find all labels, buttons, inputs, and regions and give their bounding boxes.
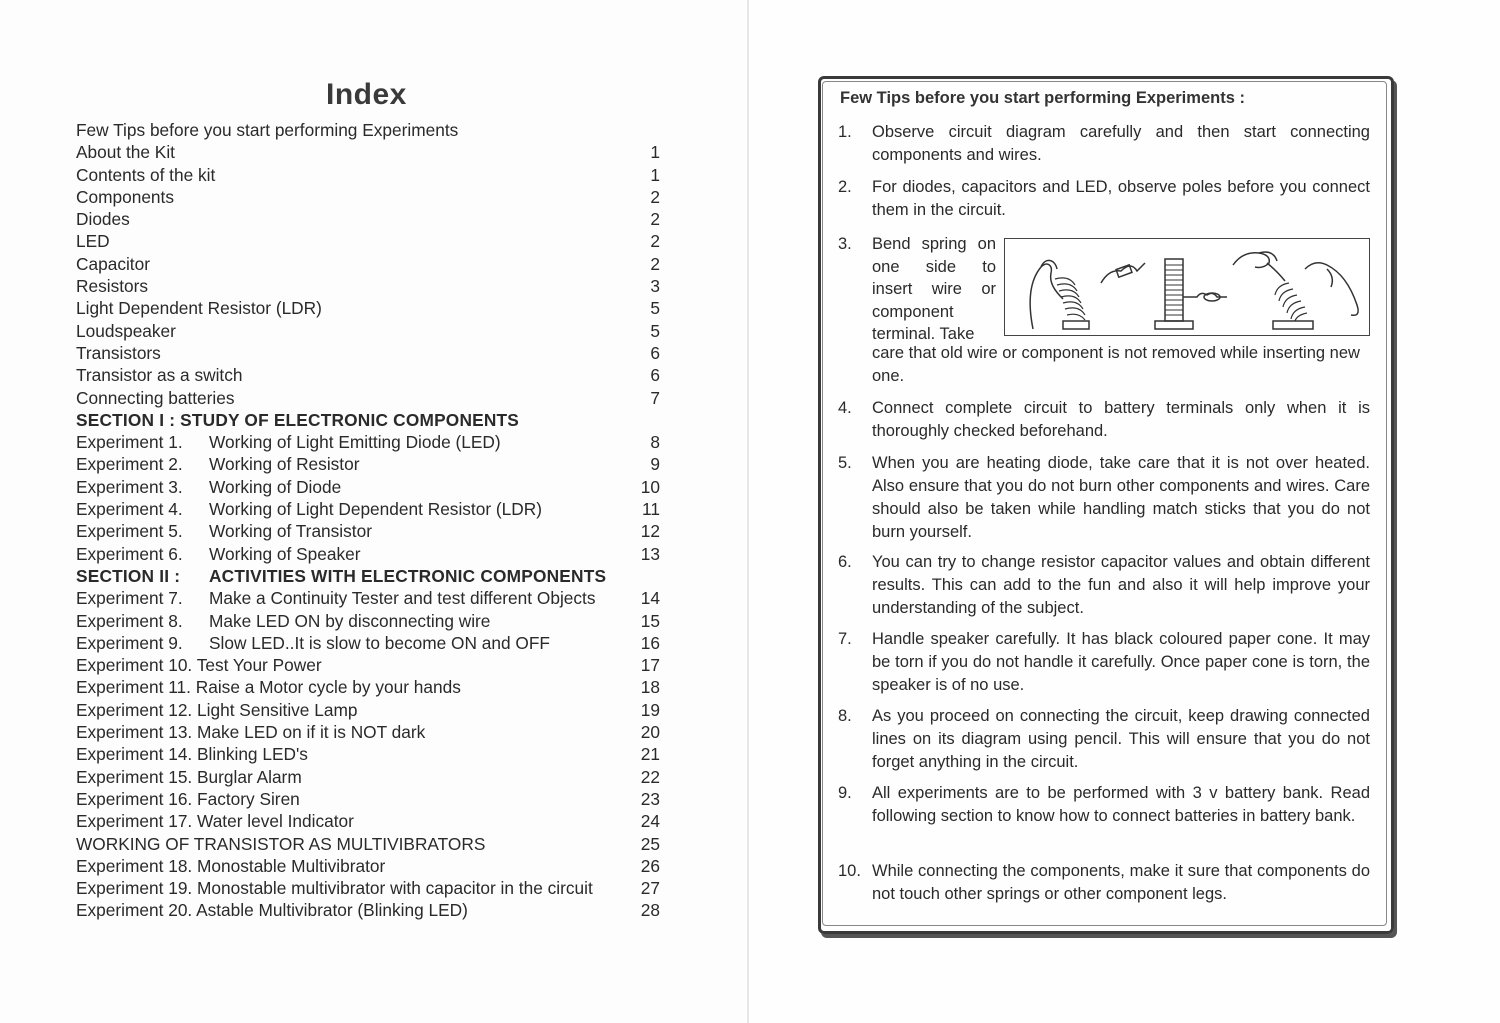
toc-page: 2	[650, 209, 660, 230]
toc-row	[76, 275, 660, 297]
tip-text: As you proceed on connecting the circuit, keep drawing connected lines on its diagram using pencil. This will ensure that you do not forget anything in the circuit.	[872, 707, 1370, 771]
toc-label: Transistors	[76, 342, 161, 363]
tip-number: 9.	[838, 784, 852, 802]
toc-experiment-title: Working of Diode	[209, 476, 342, 497]
tip-number: 2.	[838, 178, 852, 196]
tip-item	[838, 452, 1370, 544]
table-of-contents	[76, 119, 660, 922]
toc-page: 27	[640, 878, 660, 899]
tip-text: When you are heating diode, take care that it is not over heated. Also ensure that you do not burn other components and wires. Care should also be taken while handling match sticks that you do not burn yourself.	[872, 454, 1370, 541]
toc-page: 23	[640, 788, 660, 809]
toc-page: 26	[640, 855, 660, 876]
toc-experiment-title: Working of Resistor	[209, 454, 360, 475]
toc-page: 20	[640, 722, 660, 743]
toc-experiment-number: Experiment 4.	[76, 499, 183, 520]
tip-text: Handle speaker carefully. It has black coloured paper cone. It may be torn if you do not handle it carefully. Once paper cone is torn, the speaker is of no use.	[872, 630, 1370, 694]
toc-page: 6	[650, 365, 660, 386]
toc-experiment-title: Slow LED..It is slow to become ON and OFF	[209, 632, 550, 653]
toc-label: Connecting batteries	[76, 387, 235, 408]
toc-section-title: ACTIVITIES WITH ELECTRONIC COMPONENTS	[209, 565, 607, 586]
toc-row	[76, 721, 660, 743]
toc-page: 13	[640, 543, 660, 564]
toc-page: 5	[650, 320, 660, 341]
toc-label: Experiment 16. Factory Siren	[76, 788, 300, 809]
tip-item	[838, 397, 1370, 443]
toc-label: Experiment 18. Monostable Multivibrator	[76, 855, 386, 876]
toc-label: LED	[76, 231, 110, 252]
toc-row	[76, 208, 660, 230]
toc-label: Experiment 10. Test Your Power	[76, 655, 322, 676]
toc-row	[76, 453, 660, 475]
toc-experiment-number: Experiment 2.	[76, 454, 183, 475]
toc-experiment-title: Working of Light Dependent Resistor (LDR)	[209, 499, 542, 520]
toc-row	[76, 141, 660, 163]
tip-number: 5.	[838, 454, 852, 472]
toc-row	[76, 587, 660, 609]
toc-row	[76, 676, 660, 698]
toc-page: 14	[640, 588, 660, 609]
tip-item	[838, 121, 1370, 167]
toc-page: 28	[640, 900, 660, 921]
toc-experiment-title: Make LED ON by disconnecting wire	[209, 610, 491, 631]
toc-row	[76, 342, 660, 364]
tip-number: 10.	[838, 862, 861, 880]
toc-experiment-title: Working of Transistor	[209, 521, 372, 542]
tip-text: All experiments are to be performed with 3 v battery bank. Read following section to know how to connect batteries in battery bank.	[872, 784, 1370, 825]
tip-text: Connect complete circuit to battery terminals only when it is thoroughly checked beforehand.	[872, 399, 1370, 440]
toc-experiment-title: Working of Light Emitting Diode (LED)	[209, 432, 501, 453]
toc-label: Contents of the kit	[76, 164, 216, 185]
toc-page: 10	[640, 476, 660, 497]
tip-number: 8.	[838, 707, 852, 725]
toc-row	[76, 364, 660, 386]
toc-label: SECTION I : STUDY OF ELECTRONIC COMPONENTS	[76, 409, 520, 430]
tip-text: For diodes, capacitors and LED, observe poles before you connect them in the circuit.	[872, 178, 1370, 219]
toc-page: 2	[650, 253, 660, 274]
toc-label: Experiment 19. Monostable multivibrator with capacitor in the circuit	[76, 878, 593, 899]
toc-page: 17	[640, 655, 660, 676]
tip-number: 6.	[838, 553, 852, 571]
toc-experiment-number: Experiment 6.	[76, 543, 183, 564]
toc-page: 5	[650, 298, 660, 319]
toc-page: 9	[650, 454, 660, 475]
toc-page: 1	[650, 142, 660, 163]
toc-label: Few Tips before you start performing Experiments	[76, 120, 459, 140]
toc-label: Components	[76, 186, 174, 207]
tip-number: 3.	[838, 235, 852, 253]
tip-text: While connecting the components, make it sure that components do not touch other springs or other component legs.	[872, 862, 1370, 903]
toc-label: Experiment 20. Astable Multivibrator (Blinking LED)	[76, 900, 468, 921]
toc-row	[76, 810, 660, 832]
toc-row	[76, 877, 660, 899]
toc-label: About the Kit	[76, 142, 175, 163]
toc-row	[76, 119, 660, 141]
toc-experiment-number: Experiment 7.	[76, 588, 183, 609]
toc-row	[76, 610, 660, 632]
toc-section-number: SECTION II :	[76, 565, 181, 586]
toc-row	[76, 632, 660, 654]
toc-experiment-number: Experiment 1.	[76, 432, 183, 453]
toc-page: 12	[640, 521, 660, 542]
page-gutter	[747, 0, 749, 1023]
toc-row	[76, 164, 660, 186]
toc-page: 22	[640, 766, 660, 787]
toc-experiment-number: Experiment 5.	[76, 521, 183, 542]
tip-number: 1.	[838, 123, 852, 141]
toc-page: 19	[640, 699, 660, 720]
toc-label: Experiment 11. Raise a Motor cycle by your hands	[76, 677, 461, 698]
tip-number: 4.	[838, 399, 852, 417]
toc-row	[76, 543, 660, 565]
tip-number: 7.	[838, 630, 852, 648]
toc-label: Experiment 13. Make LED on if it is NOT dark	[76, 722, 426, 743]
toc-row	[76, 230, 660, 252]
toc-experiment-number: Experiment 3.	[76, 476, 183, 497]
toc-row	[76, 899, 660, 921]
toc-row	[76, 431, 660, 453]
toc-experiment-title: Working of Speaker	[209, 543, 361, 564]
toc-section-heading	[76, 409, 660, 431]
spring-illustration-icon	[1005, 239, 1369, 335]
toc-label: Experiment 14. Blinking LED's	[76, 744, 308, 765]
toc-row	[76, 387, 660, 409]
toc-row	[76, 186, 660, 208]
toc-page: 24	[640, 811, 660, 832]
toc-label: Experiment 12. Light Sensitive Lamp	[76, 699, 358, 720]
toc-page: 1	[650, 164, 660, 185]
toc-row	[76, 476, 660, 498]
toc-row	[76, 654, 660, 676]
toc-page: 25	[640, 833, 660, 854]
toc-experiment-number: Experiment 8.	[76, 610, 183, 631]
tip-text-continued: care that old wire or component is not removed while inserting new one.	[872, 344, 1360, 385]
toc-row	[76, 766, 660, 788]
toc-row	[76, 520, 660, 542]
index-title: Index	[326, 78, 407, 111]
tip-item	[838, 551, 1370, 620]
tips-heading: Few Tips before you start performing Experiments :	[840, 89, 1245, 107]
toc-row	[76, 743, 660, 765]
toc-page: 21	[640, 744, 660, 765]
toc-page: 2	[650, 186, 660, 207]
toc-page: 6	[650, 342, 660, 363]
toc-label: WORKING OF TRANSISTOR AS MULTIVIBRATORS	[76, 833, 486, 854]
toc-page: 15	[640, 610, 660, 631]
toc-page: 2	[650, 231, 660, 252]
toc-row	[76, 320, 660, 342]
tip-item	[838, 782, 1370, 828]
toc-row	[76, 788, 660, 810]
tip-text: Observe circuit diagram carefully and then start connecting components and wires.	[872, 123, 1370, 164]
tip-item	[838, 705, 1370, 774]
toc-experiment-number: Experiment 9.	[76, 632, 183, 653]
tip-text: You can try to change resistor capacitor values and obtain different results. This can add to the fun and also it will help improve your understanding of the subject.	[872, 553, 1370, 617]
toc-label: Experiment 17. Water level Indicator	[76, 811, 354, 832]
toc-row	[76, 498, 660, 520]
toc-label: Loudspeaker	[76, 320, 176, 341]
tip-item	[838, 860, 1370, 906]
toc-section-heading	[76, 565, 660, 587]
toc-label: Resistors	[76, 276, 149, 297]
tip-item	[838, 628, 1370, 697]
toc-page: 8	[650, 432, 660, 453]
toc-experiment-title: Make a Continuity Tester and test different Objects	[209, 588, 596, 609]
toc-label: Experiment 15. Burglar Alarm	[76, 766, 302, 787]
toc-page: 18	[640, 677, 660, 698]
toc-label: Diodes	[76, 209, 130, 230]
spring-terminal-illustration	[1004, 238, 1370, 336]
tip-text: Bend spring on one side to insert wire or component terminal. Take	[872, 235, 996, 343]
toc-label: Light Dependent Resistor (LDR)	[76, 298, 322, 319]
toc-label: Transistor as a switch	[76, 365, 243, 386]
toc-row	[76, 297, 660, 319]
toc-row	[76, 253, 660, 275]
tip-item	[838, 176, 1370, 222]
toc-page: 7	[650, 387, 660, 408]
toc-page: 3	[650, 276, 660, 297]
toc-page: 11	[642, 499, 660, 520]
toc-page: 16	[640, 632, 660, 653]
toc-row	[76, 833, 660, 855]
toc-row	[76, 699, 660, 721]
toc-label: Capacitor	[76, 253, 150, 274]
toc-row	[76, 855, 660, 877]
